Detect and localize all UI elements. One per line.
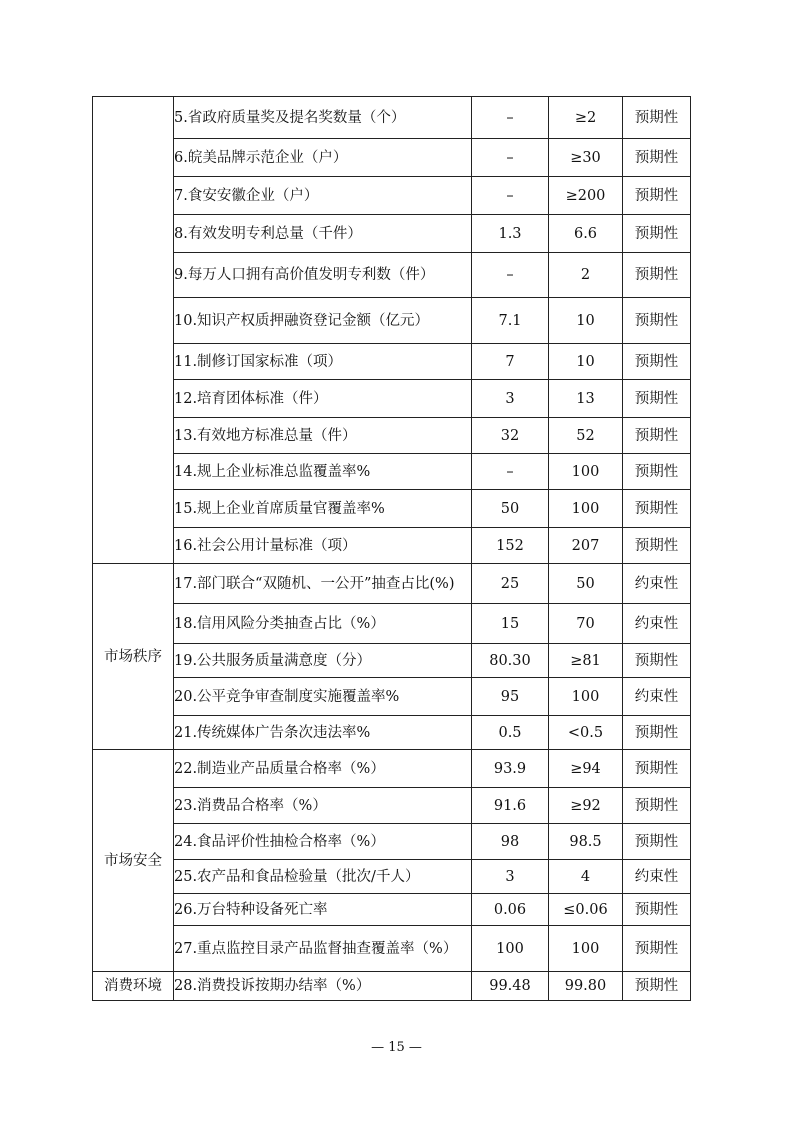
table-row [93,454,691,490]
base-value: 98 [472,824,549,860]
indicator-attribute: 约束性 [623,564,691,604]
indicator-name: 27.重点监控目录产品监督抽查覆盖率（%） [174,926,472,972]
indicator-name: 18.信用风险分类抽查占比（%） [174,604,472,644]
table-row [93,298,691,344]
table-row [93,788,691,824]
indicator-attribute: 预期性 [623,716,691,750]
target-value: 13 [549,380,623,418]
indicator-name: 11.制修订国家标准（项） [174,344,472,380]
indicator-attribute: 预期性 [623,644,691,678]
indicator-attribute: 预期性 [623,926,691,972]
indicator-name: 6.皖美品牌示范企业（户） [174,139,472,177]
target-value: ≥30 [549,139,623,177]
table-row [93,253,691,298]
page-number: — 15 — [371,1040,422,1055]
category-market-order: 市场秩序 [93,564,174,750]
table-row [93,644,691,678]
target-value: 98.5 [549,824,623,860]
target-value: 100 [549,454,623,490]
base-value: 3 [472,860,549,894]
indicator-name: 8.有效发明专利总量（千件） [174,215,472,253]
indicator-attribute: 预期性 [623,380,691,418]
base-value: 1.3 [472,215,549,253]
category-market-safety: 市场安全 [93,750,174,972]
indicator-name: 15.规上企业首席质量官覆盖率% [174,490,472,528]
indicator-attribute: 预期性 [623,972,691,1001]
target-value: ≤0.06 [549,894,623,926]
base-value: 0.5 [472,716,549,750]
indicator-attribute: 预期性 [623,750,691,788]
target-value: 99.80 [549,972,623,1001]
indicator-attribute: 预期性 [623,528,691,564]
base-value: 0.06 [472,894,549,926]
table-row [93,860,691,894]
indicator-name: 14.规上企业标准总监覆盖率% [174,454,472,490]
table-row [93,678,691,716]
target-value: 100 [549,678,623,716]
indicator-attribute: 预期性 [623,418,691,454]
target-value: 100 [549,490,623,528]
target-value: <0.5 [549,716,623,750]
base-value: 100 [472,926,549,972]
target-value: ≥81 [549,644,623,678]
table-row [93,490,691,528]
table-row [93,177,691,215]
table-row [93,894,691,926]
target-value: 4 [549,860,623,894]
target-value: ≥94 [549,750,623,788]
table-row [93,97,691,139]
base-value: 7.1 [472,298,549,344]
table-row [93,528,691,564]
target-value: 6.6 [549,215,623,253]
indicator-attribute: 预期性 [623,344,691,380]
base-value: – [472,454,549,490]
table-row [93,604,691,644]
indicator-name: 12.培育团体标准（件） [174,380,472,418]
table-row [93,716,691,750]
indicator-name: 17.部门联合“双随机、一公开”抽查占比(%) [174,564,472,604]
base-value: 15 [472,604,549,644]
indicator-name: 5.省政府质量奖及提名奖数量（个） [174,97,472,139]
table-row [93,418,691,454]
indicator-name: 20.公平竞争审查制度实施覆盖率% [174,678,472,716]
indicator-attribute: 预期性 [623,215,691,253]
target-value: 10 [549,344,623,380]
indicator-name: 23.消费品合格率（%） [174,788,472,824]
indicator-attribute: 预期性 [623,253,691,298]
base-value: 152 [472,528,549,564]
target-value: ≥92 [549,788,623,824]
indicator-attribute: 预期性 [623,97,691,139]
base-value: 95 [472,678,549,716]
base-value: – [472,97,549,139]
indicator-name: 10.知识产权质押融资登记金额（亿元） [174,298,472,344]
base-value: 3 [472,380,549,418]
indicator-name: 7.食安安徽企业（户） [174,177,472,215]
indicator-name: 26.万台特种设备死亡率 [174,894,472,926]
target-value: 52 [549,418,623,454]
target-value: ≥200 [549,177,623,215]
base-value: 25 [472,564,549,604]
indicator-attribute: 预期性 [623,490,691,528]
indicator-name: 28.消费投诉按期办结率（%） [174,972,472,1001]
indicator-attribute: 预期性 [623,788,691,824]
table-row [93,344,691,380]
indicator-name: 21.传统媒体广告条次违法率% [174,716,472,750]
indicator-attribute: 预期性 [623,177,691,215]
target-value: 207 [549,528,623,564]
indicator-attribute: 预期性 [623,894,691,926]
indicator-name: 9.每万人口拥有高价值发明专利数（件） [174,253,472,298]
table-row [93,215,691,253]
table-row [93,926,691,972]
indicator-attribute: 约束性 [623,604,691,644]
target-value: 70 [549,604,623,644]
base-value: 99.48 [472,972,549,1001]
indicator-table [92,96,691,1001]
indicator-name: 25.农产品和食品检验量（批次/千人） [174,860,472,894]
indicator-name: 24.食品评价性抽检合格率（%） [174,824,472,860]
base-value: 7 [472,344,549,380]
indicator-name: 16.社会公用计量标准（项） [174,528,472,564]
indicator-attribute: 预期性 [623,454,691,490]
indicator-attribute: 预期性 [623,824,691,860]
base-value: 80.30 [472,644,549,678]
category-consumer-env: 消费环境 [93,972,174,1001]
base-value: – [472,139,549,177]
base-value: 50 [472,490,549,528]
base-value: – [472,253,549,298]
base-value: 32 [472,418,549,454]
category-cell [93,97,174,564]
target-value: 100 [549,926,623,972]
indicator-attribute: 约束性 [623,678,691,716]
table-row [93,380,691,418]
table-row [93,972,691,1001]
indicator-name: 19.公共服务质量满意度（分） [174,644,472,678]
indicator-attribute: 预期性 [623,139,691,177]
target-value: 50 [549,564,623,604]
indicator-name: 22.制造业产品质量合格率（%） [174,750,472,788]
table-row [93,564,691,604]
indicator-name: 13.有效地方标准总量（件） [174,418,472,454]
target-value: 10 [549,298,623,344]
table-row [93,750,691,788]
base-value: 93.9 [472,750,549,788]
target-value: ≥2 [549,97,623,139]
target-value: 2 [549,253,623,298]
base-value: 91.6 [472,788,549,824]
table-row [93,824,691,860]
indicator-attribute: 预期性 [623,298,691,344]
base-value: – [472,177,549,215]
table-row [93,139,691,177]
indicator-attribute: 约束性 [623,860,691,894]
